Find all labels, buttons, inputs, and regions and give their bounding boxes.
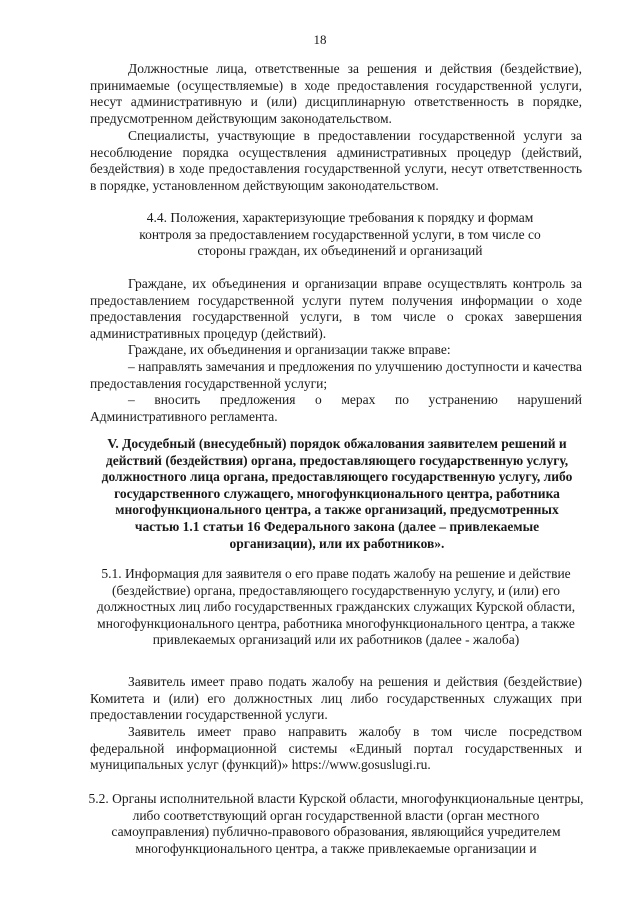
bullet-proposals: – вносить предложения о мерах по устранению нарушений Административного регламента. bbox=[90, 392, 582, 424]
paragraph-applicant-portal: Заявитель имеет право направить жалобу в том числе посредством федеральной информационной системы «Единый портал государственных и муниципальных услуг (функций)» https://www.gosuslugi.ru. bbox=[90, 724, 582, 773]
section-v-heading: V. Досудебный (внесудебный) порядок обжалования заявителем решений и действий (бездействия) органа, предоставляющего государственную услугу, должностного лица органа, предоставляющего государственную услугу, либо государственного служащего, многофункционального центра, работника многофункционального центра, а также организаций, предусмотренных частью 1.1 статьи 16 Федерального закона (далее – привлекаемые организации), или их работников». bbox=[101, 436, 573, 551]
page-number: 18 bbox=[313, 32, 327, 47]
paragraph-specialists-responsibility: Специалисты, участвующие в предоставлении государственной услуги за несоблюдение порядка осуществления административных процедур (действий, бездействия) в ходе предоставления государственной услуги, несут ответственность в порядке, установленном действующим законодательством. bbox=[90, 128, 582, 193]
paragraph-officials-responsibility: Должностные лица, ответственные за решения и действия (бездействие), принимаемые (осуществляемые) в ходе предоставления государственной услуги, несут административную и (или) дисциплинарную ответственность в порядке, предусмотренном действующим законодательством. bbox=[90, 61, 582, 126]
heading-5-2: 5.2. Органы исполнительной власти Курской области, многофункциональные центры, либо соответствующий орган государственной власти (орган местного самоуправления) публично-правового образования, являющийся учредителем многофункционального центра, а также привлекаемые организации и bbox=[88, 791, 584, 856]
paragraph-citizens-control: Граждане, их объединения и организации вправе осуществлять контроль за предоставлением государственной услуги путем получения информации о ходе предоставления государственной услуги, в том числе о сроках завершения административных процедур (действий). bbox=[90, 276, 582, 341]
heading-4-4: 4.4. Положения, характеризующие требования к порядку и формам контроля за предоставлением государственной услуги, в том числе со стороны граждан, их объединений и организаций bbox=[139, 210, 541, 259]
heading-5-1: 5.1. Информация для заявителя о его праве подать жалобу на решение и действие (бездействие) органа, предоставляющего государственную услугу, и (или) его должностных лиц либо государственных гражданских служащих Курской области, многофункционального центра, работника многофункционального центра, а также привлекаемых организаций или их работников (далее - жалоба) bbox=[96, 566, 576, 648]
paragraph-applicant-right: Заявитель имеет право подать жалобу на решения и действия (бездействие) Комитета и (или) его должностных лиц либо государственных служащих при предоставлении государственной услуги. bbox=[90, 674, 582, 723]
paragraph-citizens-also: Граждане, их объединения и организации также вправе: bbox=[128, 342, 451, 357]
bullet-remarks: – направлять замечания и предложения по улучшению доступности и качества предоставления государственной услуги; bbox=[90, 359, 582, 391]
